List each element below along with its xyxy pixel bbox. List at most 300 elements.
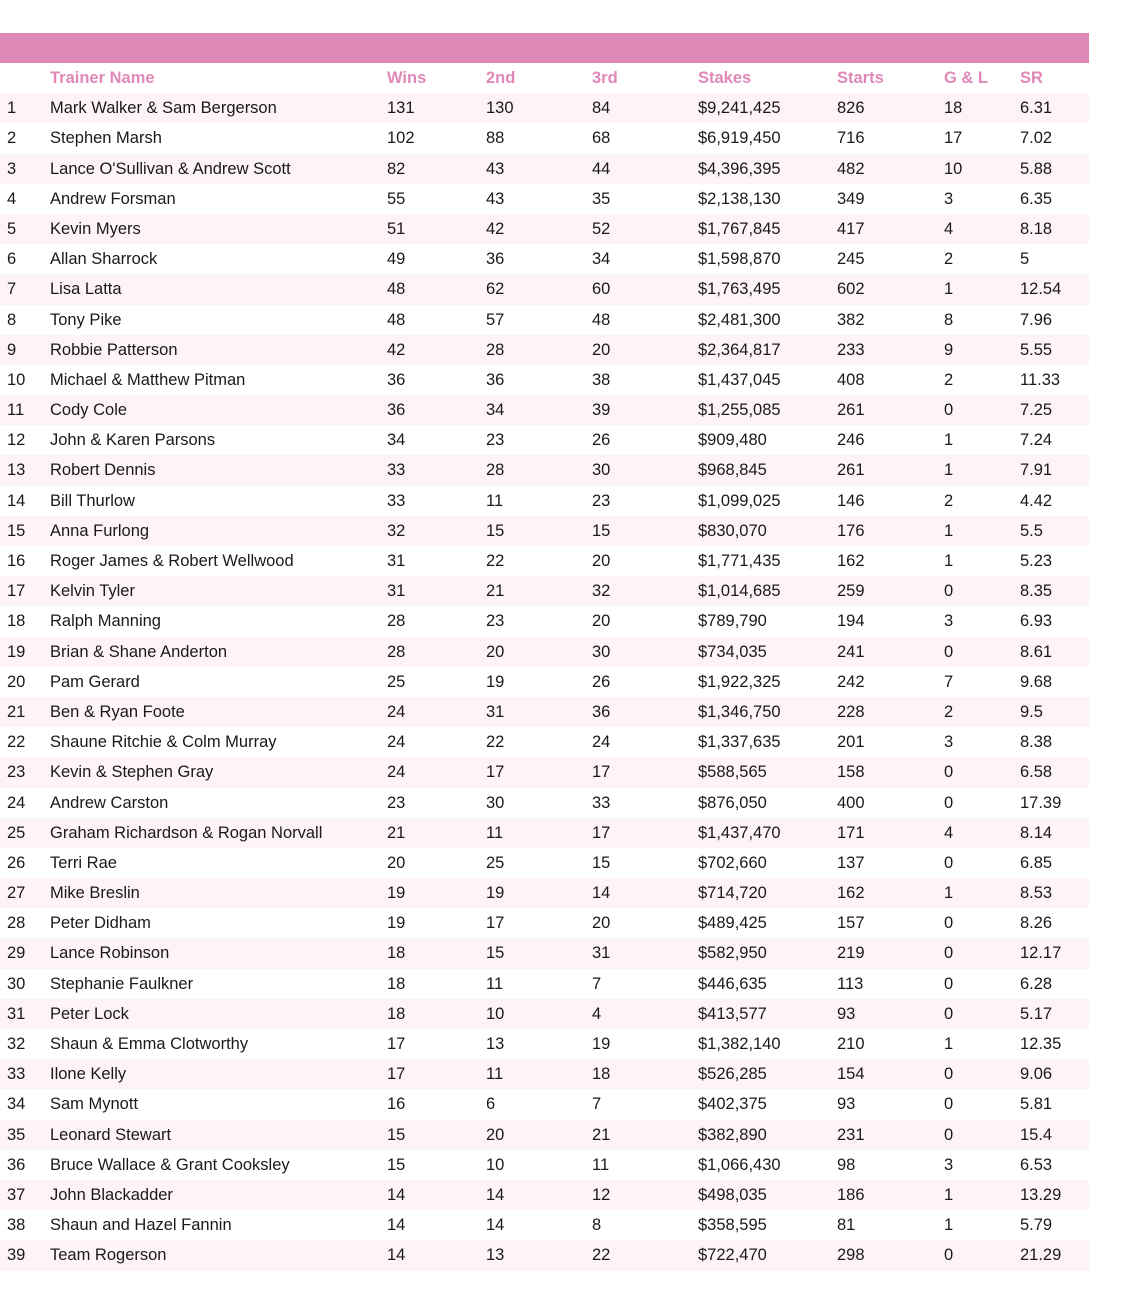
cell-stakes: $2,364,817 xyxy=(698,340,781,359)
cell-third: 15 xyxy=(592,853,611,872)
cell-sr: 5.79 xyxy=(1020,1216,1053,1235)
cell-sr: 8.35 xyxy=(1020,582,1053,601)
table-row xyxy=(0,154,1089,184)
cell-trainer-name: Ben & Ryan Foote xyxy=(50,702,185,721)
cell-trainer-name: Leonard Stewart xyxy=(50,1125,172,1144)
cell-second: 42 xyxy=(486,219,505,238)
cell-second: 34 xyxy=(486,401,505,420)
cell-rank: 17 xyxy=(7,582,26,601)
cell-rank: 23 xyxy=(7,763,26,782)
cell-starts: 233 xyxy=(837,340,865,359)
cell-sr: 17.39 xyxy=(1020,793,1062,812)
cell-trainer-name: Allan Sharrock xyxy=(50,250,158,269)
cell-second: 15 xyxy=(486,521,505,540)
cell-wins: 48 xyxy=(387,280,406,299)
cell-rank: 27 xyxy=(7,884,26,903)
cell-gl: 1 xyxy=(944,1035,954,1053)
cell-wins: 131 xyxy=(387,99,415,118)
cell-gl: 0 xyxy=(944,582,954,601)
cell-stakes: $1,771,435 xyxy=(698,552,781,570)
cell-third: 19 xyxy=(592,1035,611,1053)
table-row xyxy=(0,1210,1089,1240)
cell-third: 17 xyxy=(592,823,611,842)
cell-stakes: $446,635 xyxy=(698,974,767,993)
cell-trainer-name: Robert Dennis xyxy=(50,461,156,480)
cell-second: 57 xyxy=(486,310,505,329)
cell-starts: 162 xyxy=(837,884,865,903)
cell-trainer-name: Andrew Carston xyxy=(50,793,169,812)
cell-second: 11 xyxy=(486,1065,504,1084)
cell-gl: 2 xyxy=(944,250,954,269)
cell-second: 31 xyxy=(486,702,505,721)
cell-trainer-name: Sam Mynott xyxy=(50,1095,139,1114)
cell-starts: 417 xyxy=(837,219,865,238)
cell-sr: 7.25 xyxy=(1020,401,1053,420)
table-row xyxy=(0,606,1089,636)
cell-trainer-name: Peter Didham xyxy=(50,914,151,933)
cell-rank: 31 xyxy=(7,1004,26,1023)
cell-rank: 20 xyxy=(7,672,26,691)
cell-sr: 6.35 xyxy=(1020,189,1053,208)
cell-stakes: $9,241,425 xyxy=(698,99,781,118)
cell-second: 36 xyxy=(486,370,505,389)
cell-wins: 31 xyxy=(387,552,406,570)
cell-rank: 34 xyxy=(7,1095,26,1114)
cell-wins: 36 xyxy=(387,370,406,389)
cell-starts: 186 xyxy=(837,1185,865,1204)
cell-stakes: $722,470 xyxy=(698,1246,767,1265)
cell-second: 21 xyxy=(486,582,505,601)
cell-second: 19 xyxy=(486,672,505,691)
table-row xyxy=(0,908,1089,938)
cell-rank: 1 xyxy=(7,99,17,118)
cell-trainer-name: Robbie Patterson xyxy=(50,340,178,359)
cell-gl: 0 xyxy=(944,914,954,933)
cell-gl: 4 xyxy=(944,219,954,238)
cell-trainer-name: Bill Thurlow xyxy=(50,491,135,510)
table-header xyxy=(0,63,1089,93)
cell-wins: 31 xyxy=(387,582,406,601)
table-row xyxy=(0,214,1089,244)
cell-trainer-name: Lance Robinson xyxy=(50,944,170,963)
header-wins: Wins xyxy=(387,69,427,87)
cell-wins: 14 xyxy=(387,1246,406,1265)
cell-gl: 3 xyxy=(944,733,954,752)
cell-starts: 113 xyxy=(837,974,864,993)
cell-stakes: $909,480 xyxy=(698,431,767,450)
cell-stakes: $2,138,130 xyxy=(698,189,781,208)
cell-rank: 37 xyxy=(7,1185,26,1204)
cell-second: 28 xyxy=(486,340,505,359)
table-row xyxy=(0,93,1089,123)
cell-starts: 482 xyxy=(837,159,865,178)
cell-third: 11 xyxy=(592,1155,610,1174)
cell-starts: 93 xyxy=(837,1095,856,1114)
cell-gl: 1 xyxy=(944,431,954,450)
cell-wins: 14 xyxy=(387,1185,406,1204)
table-row xyxy=(0,1240,1089,1270)
cell-starts: 602 xyxy=(837,280,865,299)
cell-wins: 28 xyxy=(387,642,406,661)
cell-third: 31 xyxy=(592,944,611,963)
cell-gl: 0 xyxy=(944,1095,954,1114)
cell-third: 44 xyxy=(592,159,611,178)
cell-third: 48 xyxy=(592,310,611,329)
cell-third: 52 xyxy=(592,219,611,238)
table-row xyxy=(0,1089,1089,1119)
cell-third: 35 xyxy=(592,189,611,208)
cell-second: 130 xyxy=(486,99,514,118)
cell-starts: 157 xyxy=(837,914,865,933)
cell-gl: 0 xyxy=(944,763,954,782)
cell-starts: 194 xyxy=(837,612,865,631)
table-row xyxy=(0,425,1089,455)
cell-trainer-name: Michael & Matthew Pitman xyxy=(50,370,246,389)
cell-rank: 12 xyxy=(7,431,26,450)
cell-sr: 7.24 xyxy=(1020,431,1053,450)
cell-second: 19 xyxy=(486,884,505,903)
cell-third: 39 xyxy=(592,401,611,420)
cell-sr: 7.96 xyxy=(1020,310,1053,329)
cell-starts: 382 xyxy=(837,310,865,329)
cell-third: 17 xyxy=(592,763,611,782)
cell-second: 6 xyxy=(486,1095,496,1114)
cell-stakes: $1,066,430 xyxy=(698,1155,781,1174)
cell-starts: 242 xyxy=(837,672,865,691)
cell-stakes: $876,050 xyxy=(698,793,767,812)
cell-sr: 9.68 xyxy=(1020,672,1053,691)
cell-gl: 2 xyxy=(944,702,954,721)
cell-gl: 0 xyxy=(944,642,954,661)
table-row xyxy=(0,455,1089,485)
cell-trainer-name: Lisa Latta xyxy=(50,280,122,299)
cell-stakes: $498,035 xyxy=(698,1185,767,1204)
cell-sr: 5.5 xyxy=(1020,521,1043,540)
cell-trainer-name: Mike Breslin xyxy=(50,884,140,903)
cell-starts: 98 xyxy=(837,1155,856,1174)
table-row xyxy=(0,274,1089,304)
cell-second: 13 xyxy=(486,1035,505,1053)
cell-sr: 6.85 xyxy=(1020,853,1053,872)
table-row xyxy=(0,516,1089,546)
cell-trainer-name: Shaun & Emma Clotworthy xyxy=(50,1035,249,1053)
cell-sr: 6.58 xyxy=(1020,763,1053,782)
cell-third: 15 xyxy=(592,521,611,540)
cell-rank: 32 xyxy=(7,1035,26,1053)
cell-starts: 245 xyxy=(837,250,865,269)
cell-stakes: $6,919,450 xyxy=(698,129,781,148)
cell-stakes: $1,255,085 xyxy=(698,401,781,420)
cell-trainer-name: John & Karen Parsons xyxy=(50,431,216,450)
cell-third: 20 xyxy=(592,914,611,933)
table-row xyxy=(0,999,1089,1029)
cell-starts: 81 xyxy=(837,1216,856,1235)
cell-third: 23 xyxy=(592,491,611,510)
table-row xyxy=(0,123,1089,153)
cell-third: 26 xyxy=(592,431,611,450)
cell-trainer-name: Tony Pike xyxy=(50,310,122,329)
cell-gl: 0 xyxy=(944,853,954,872)
table-row xyxy=(0,305,1089,335)
cell-stakes: $489,425 xyxy=(698,914,767,933)
cell-sr: 8.38 xyxy=(1020,733,1053,752)
cell-starts: 408 xyxy=(837,370,865,389)
cell-gl: 8 xyxy=(944,310,954,329)
cell-stakes: $588,565 xyxy=(698,763,767,782)
cell-wins: 28 xyxy=(387,612,406,631)
cell-wins: 102 xyxy=(387,129,415,148)
cell-third: 26 xyxy=(592,672,611,691)
cell-wins: 17 xyxy=(387,1035,406,1053)
cell-sr: 7.91 xyxy=(1020,461,1053,480)
cell-rank: 18 xyxy=(7,612,26,631)
cell-third: 21 xyxy=(592,1125,611,1144)
cell-gl: 3 xyxy=(944,612,954,631)
table-row xyxy=(0,184,1089,214)
cell-rank: 36 xyxy=(7,1155,26,1174)
cell-starts: 158 xyxy=(837,763,865,782)
cell-third: 18 xyxy=(592,1065,611,1084)
table-row xyxy=(0,335,1089,365)
cell-stakes: $358,595 xyxy=(698,1216,767,1235)
cell-sr: 11.33 xyxy=(1020,370,1061,389)
cell-stakes: $789,790 xyxy=(698,612,767,631)
cell-stakes: $2,481,300 xyxy=(698,310,781,329)
cell-gl: 2 xyxy=(944,491,954,510)
cell-second: 11 xyxy=(486,974,504,993)
cell-trainer-name: Stephen Marsh xyxy=(50,129,162,148)
cell-wins: 33 xyxy=(387,461,406,480)
cell-stakes: $734,035 xyxy=(698,642,767,661)
cell-rank: 7 xyxy=(7,280,17,299)
cell-wins: 17 xyxy=(387,1065,406,1084)
cell-sr: 4.42 xyxy=(1020,491,1053,510)
table-row xyxy=(0,546,1089,576)
cell-rank: 21 xyxy=(7,702,26,721)
cell-third: 24 xyxy=(592,733,611,752)
cell-second: 10 xyxy=(486,1155,505,1174)
cell-sr: 6.53 xyxy=(1020,1155,1053,1174)
cell-rank: 38 xyxy=(7,1216,26,1235)
cell-sr: 7.02 xyxy=(1020,129,1053,148)
cell-rank: 4 xyxy=(7,189,17,208)
cell-rank: 22 xyxy=(7,733,26,752)
cell-trainer-name: Anna Furlong xyxy=(50,521,150,540)
cell-third: 33 xyxy=(592,793,611,812)
cell-second: 17 xyxy=(486,914,505,933)
cell-gl: 18 xyxy=(944,99,963,118)
cell-rank: 11 xyxy=(7,401,25,420)
header-gl: G & L xyxy=(944,69,988,87)
table-row xyxy=(0,1150,1089,1180)
cell-third: 20 xyxy=(592,552,611,570)
cell-trainer-name: Mark Walker & Sam Bergerson xyxy=(50,99,277,118)
cell-wins: 49 xyxy=(387,250,406,269)
cell-third: 30 xyxy=(592,461,611,480)
cell-rank: 29 xyxy=(7,944,26,963)
cell-stakes: $1,922,325 xyxy=(698,672,781,691)
cell-trainer-name: Lance O'Sullivan & Andrew Scott xyxy=(50,159,291,178)
cell-stakes: $1,437,470 xyxy=(698,823,781,842)
cell-wins: 19 xyxy=(387,884,406,903)
cell-rank: 9 xyxy=(7,340,17,359)
cell-gl: 10 xyxy=(944,159,963,178)
cell-starts: 241 xyxy=(837,642,865,661)
cell-starts: 246 xyxy=(837,431,865,450)
cell-gl: 1 xyxy=(944,521,954,540)
cell-starts: 400 xyxy=(837,793,865,812)
cell-sr: 6.93 xyxy=(1020,612,1053,631)
cell-wins: 24 xyxy=(387,733,406,752)
cell-second: 20 xyxy=(486,1125,505,1144)
cell-starts: 219 xyxy=(837,944,865,963)
header-third: 3rd xyxy=(592,69,618,87)
cell-trainer-name: Kelvin Tyler xyxy=(50,582,135,601)
cell-wins: 82 xyxy=(387,159,406,178)
cell-sr: 9.5 xyxy=(1020,702,1043,721)
cell-second: 23 xyxy=(486,612,505,631)
cell-gl: 0 xyxy=(944,1246,954,1265)
table-row xyxy=(0,848,1089,878)
cell-starts: 261 xyxy=(837,461,865,480)
cell-stakes: $4,396,395 xyxy=(698,159,781,178)
cell-stakes: $968,845 xyxy=(698,461,767,480)
cell-gl: 0 xyxy=(944,974,954,993)
cell-wins: 16 xyxy=(387,1095,406,1114)
cell-wins: 14 xyxy=(387,1216,406,1235)
cell-wins: 20 xyxy=(387,853,406,872)
table-title-banner xyxy=(0,33,1089,63)
cell-rank: 5 xyxy=(7,219,17,238)
table-row xyxy=(0,576,1089,606)
cell-starts: 210 xyxy=(837,1035,865,1053)
cell-trainer-name: John Blackadder xyxy=(50,1185,173,1204)
cell-rank: 6 xyxy=(7,250,17,269)
cell-gl: 0 xyxy=(944,401,954,420)
cell-trainer-name: Brian & Shane Anderton xyxy=(50,642,228,661)
table-row xyxy=(0,244,1089,274)
cell-trainer-name: Terri Rae xyxy=(50,853,117,872)
table-body xyxy=(0,93,1089,1270)
cell-second: 28 xyxy=(486,461,505,480)
cell-second: 22 xyxy=(486,552,505,570)
table-row xyxy=(0,1180,1089,1210)
cell-wins: 33 xyxy=(387,491,406,510)
cell-rank: 13 xyxy=(7,461,26,480)
cell-wins: 25 xyxy=(387,672,406,691)
cell-second: 43 xyxy=(486,189,505,208)
cell-trainer-name: Shaune Ritchie & Colm Murray xyxy=(50,733,277,752)
cell-rank: 30 xyxy=(7,974,26,993)
cell-second: 14 xyxy=(486,1185,505,1204)
cell-sr: 6.31 xyxy=(1020,99,1053,118)
cell-third: 20 xyxy=(592,612,611,631)
cell-gl: 2 xyxy=(944,370,954,389)
cell-gl: 0 xyxy=(944,944,954,963)
cell-starts: 716 xyxy=(837,129,865,148)
cell-second: 23 xyxy=(486,431,505,450)
cell-rank: 14 xyxy=(7,491,26,510)
cell-wins: 19 xyxy=(387,914,406,933)
cell-sr: 5.81 xyxy=(1020,1095,1053,1114)
cell-wins: 21 xyxy=(387,823,406,842)
cell-third: 8 xyxy=(592,1216,602,1235)
cell-rank: 16 xyxy=(7,552,26,570)
table-row xyxy=(0,697,1089,727)
cell-stakes: $402,375 xyxy=(698,1095,767,1114)
cell-starts: 228 xyxy=(837,702,865,721)
cell-gl: 1 xyxy=(944,884,954,903)
cell-sr: 13.29 xyxy=(1020,1185,1062,1204)
cell-trainer-name: Graham Richardson & Rogan Norvall xyxy=(50,823,323,842)
cell-gl: 1 xyxy=(944,1185,954,1204)
cell-sr: 12.17 xyxy=(1020,944,1062,963)
cell-third: 7 xyxy=(592,974,602,993)
cell-wins: 15 xyxy=(387,1125,406,1144)
cell-second: 17 xyxy=(486,763,505,782)
cell-wins: 18 xyxy=(387,944,406,963)
cell-starts: 259 xyxy=(837,582,865,601)
cell-wins: 32 xyxy=(387,521,406,540)
cell-second: 30 xyxy=(486,793,505,812)
cell-trainer-name: Andrew Forsman xyxy=(50,189,176,208)
cell-trainer-name: Ralph Manning xyxy=(50,612,161,631)
table-row xyxy=(0,486,1089,516)
cell-sr: 8.14 xyxy=(1020,823,1053,842)
cell-stakes: $1,099,025 xyxy=(698,491,781,510)
cell-third: 4 xyxy=(592,1004,602,1023)
cell-rank: 35 xyxy=(7,1125,26,1144)
cell-sr: 12.54 xyxy=(1020,280,1062,299)
cell-sr: 5.17 xyxy=(1020,1004,1053,1023)
table-row xyxy=(0,878,1089,908)
cell-gl: 4 xyxy=(944,823,954,842)
cell-starts: 93 xyxy=(837,1004,856,1023)
cell-stakes: $830,070 xyxy=(698,521,767,540)
cell-second: 88 xyxy=(486,129,505,148)
table-row xyxy=(0,727,1089,757)
table-row xyxy=(0,969,1089,999)
trainer-table xyxy=(0,63,1089,1271)
cell-rank: 39 xyxy=(7,1246,26,1265)
cell-starts: 137 xyxy=(837,853,865,872)
table-row xyxy=(0,637,1089,667)
cell-sr: 5.23 xyxy=(1020,552,1053,570)
cell-gl: 3 xyxy=(944,189,954,208)
cell-gl: 0 xyxy=(944,1004,954,1023)
cell-third: 60 xyxy=(592,280,611,299)
cell-stakes: $1,598,870 xyxy=(698,250,781,269)
cell-starts: 298 xyxy=(837,1246,865,1265)
cell-wins: 18 xyxy=(387,974,406,993)
header-sr: SR xyxy=(1020,69,1043,87)
header-stakes: Stakes xyxy=(698,69,752,87)
cell-stakes: $1,767,845 xyxy=(698,219,781,238)
cell-rank: 25 xyxy=(7,823,26,842)
cell-trainer-name: Roger James & Robert Wellwood xyxy=(50,552,294,570)
cell-third: 34 xyxy=(592,250,611,269)
cell-starts: 146 xyxy=(837,491,865,510)
cell-trainer-name: Bruce Wallace & Grant Cooksley xyxy=(50,1155,290,1174)
cell-gl: 1 xyxy=(944,461,954,480)
cell-starts: 826 xyxy=(837,99,865,118)
cell-wins: 15 xyxy=(387,1155,406,1174)
cell-sr: 6.28 xyxy=(1020,974,1053,993)
cell-sr: 21.29 xyxy=(1020,1246,1062,1265)
cell-stakes: $702,660 xyxy=(698,853,767,872)
cell-gl: 3 xyxy=(944,1155,954,1174)
cell-second: 25 xyxy=(486,853,505,872)
